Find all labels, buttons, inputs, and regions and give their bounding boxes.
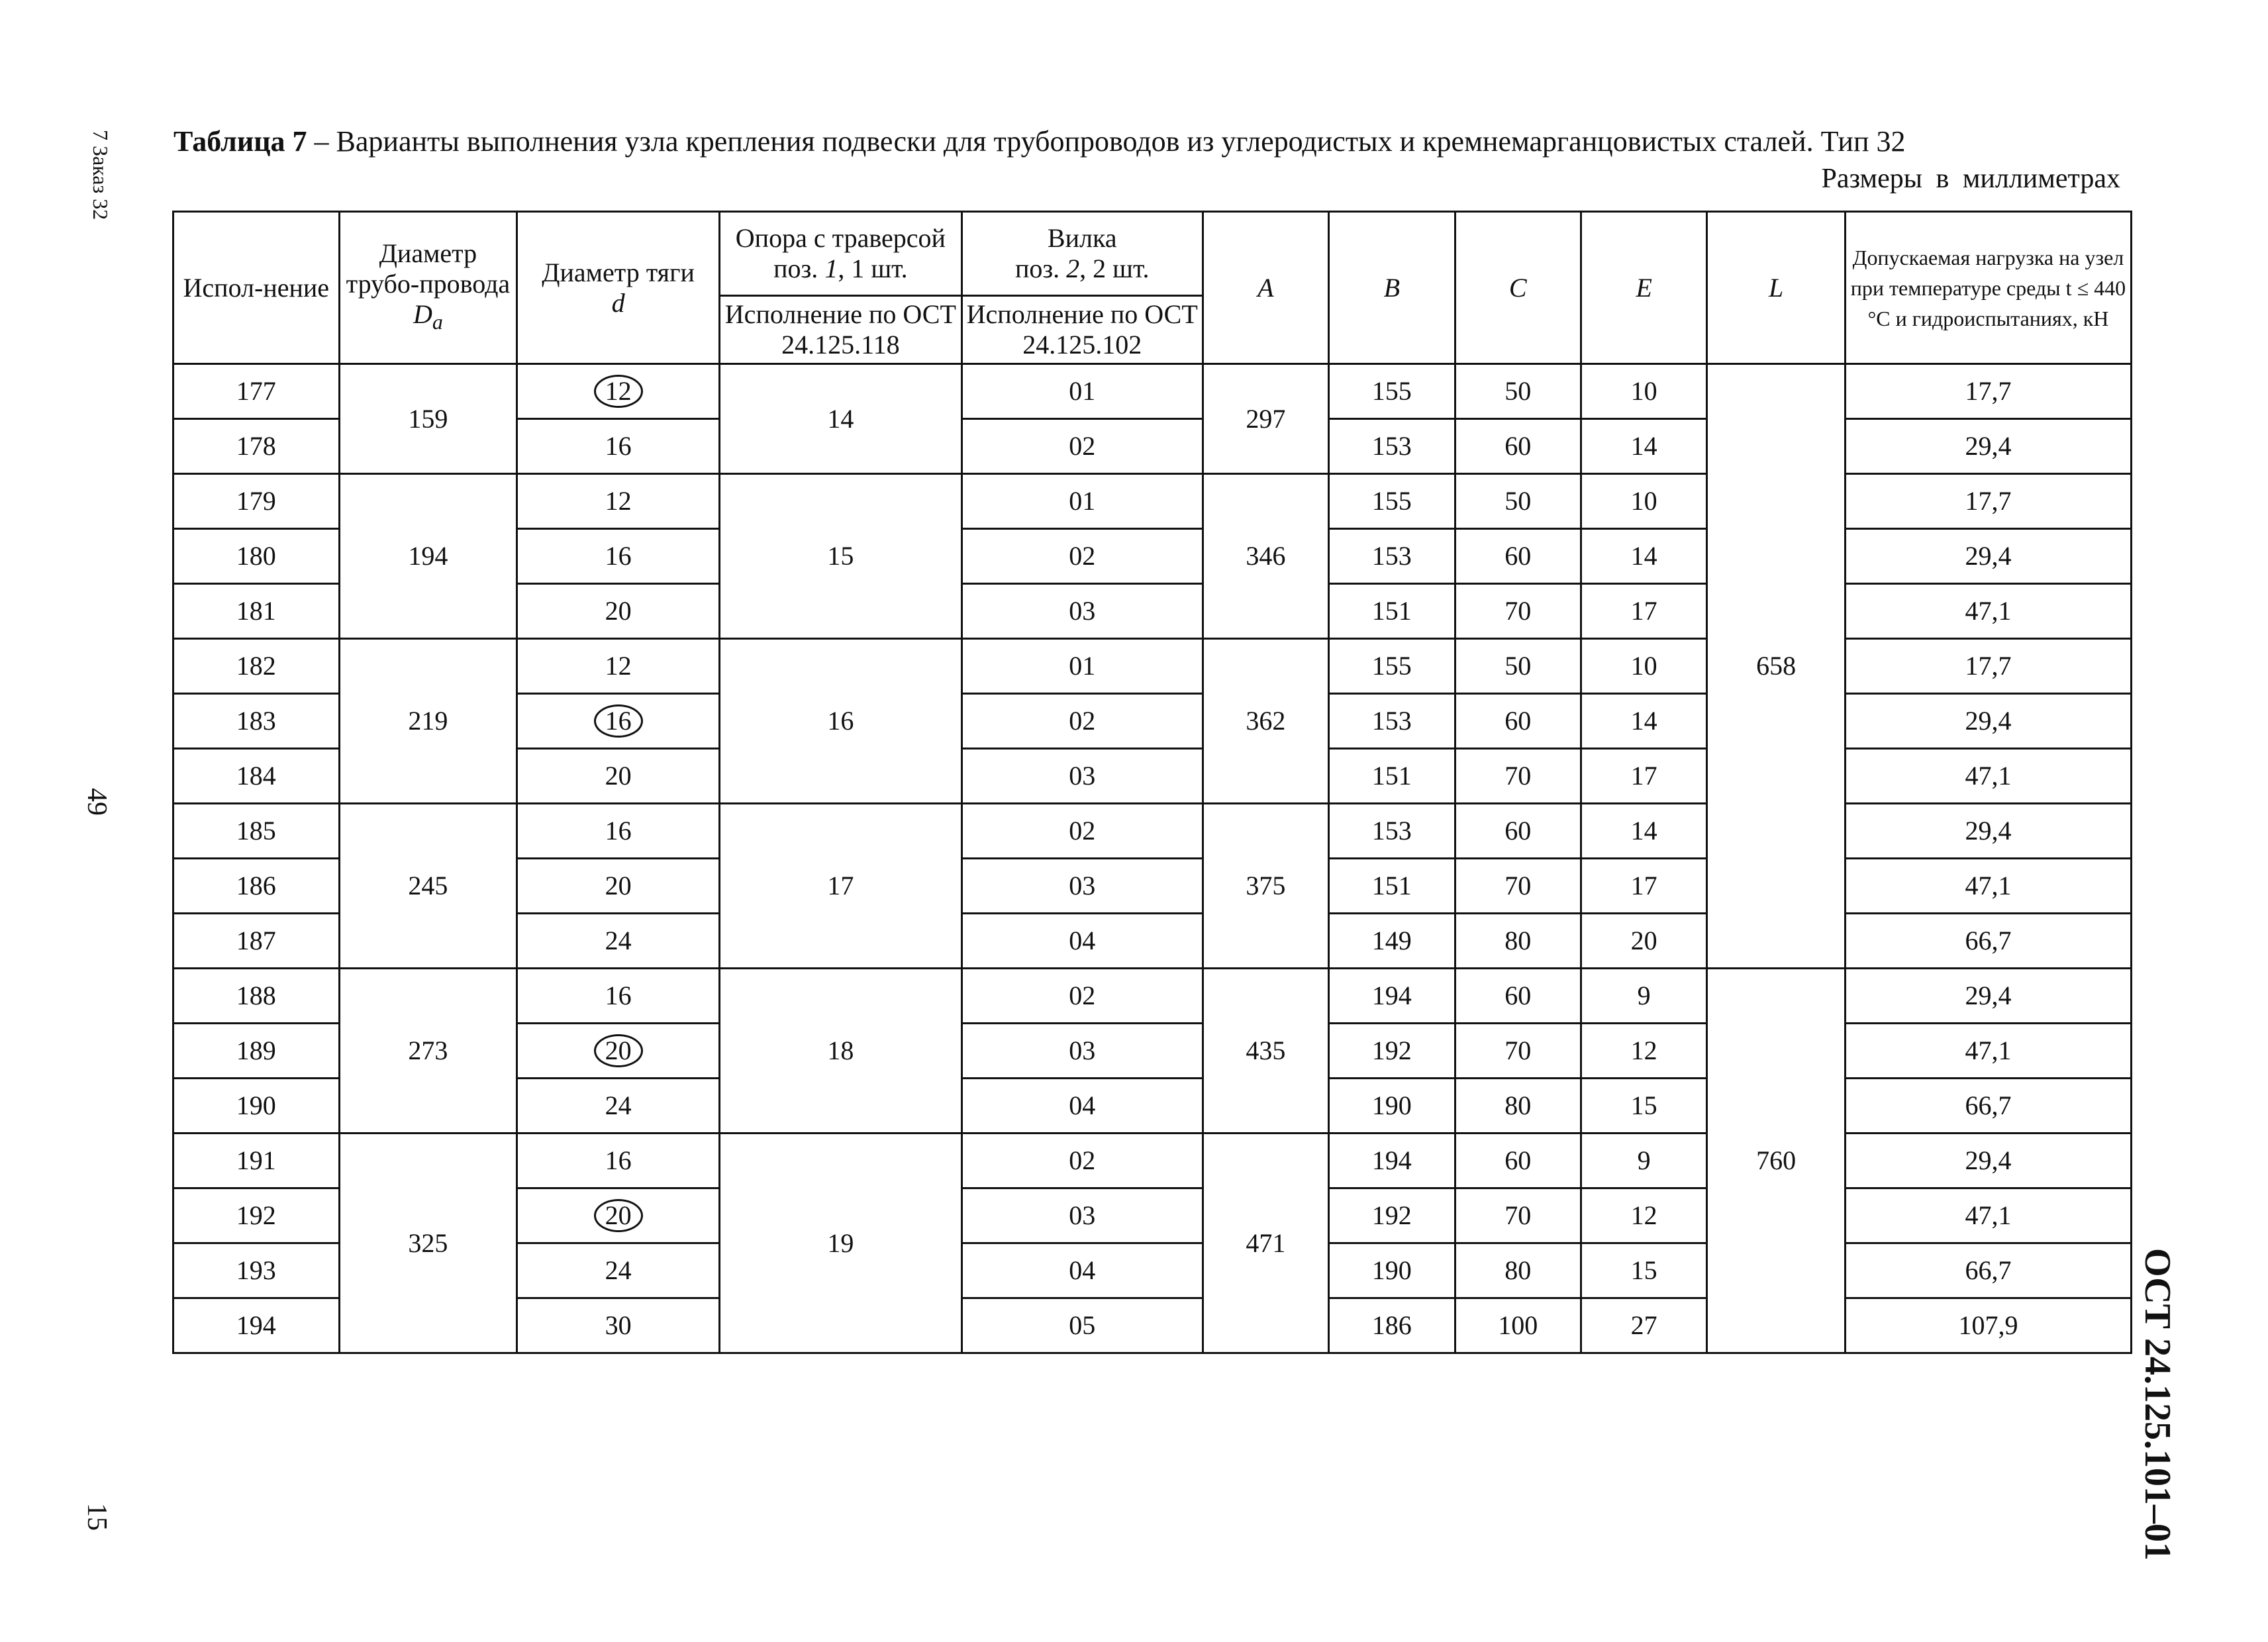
cell-B: 153: [1329, 804, 1455, 859]
cell-fork: 03: [961, 859, 1203, 914]
cell-C: 80: [1455, 1243, 1581, 1298]
cell-rod-diameter: 12: [517, 639, 720, 694]
header-rod-diameter: Диаметр тяги d: [517, 212, 720, 364]
cell-fork: 02: [961, 969, 1203, 1024]
circled-value: 20: [594, 1199, 643, 1232]
cell-C: 70: [1455, 1188, 1581, 1243]
cell-ispolnenie: 189: [173, 1024, 340, 1079]
cell-L: 760: [1707, 969, 1845, 1353]
cell-rod-diameter: 12: [517, 474, 720, 529]
cell-E: 10: [1581, 639, 1706, 694]
cell-load: 47,1: [1845, 749, 2131, 804]
cell-E: 9: [1581, 969, 1706, 1024]
header-E: E: [1581, 212, 1706, 364]
cell-fork: 04: [961, 1243, 1203, 1298]
cell-rod-diameter: 16: [517, 419, 720, 474]
title-dash: –: [307, 125, 336, 158]
header-support-standard: Исполнение по ОСТ 24.125.118: [719, 296, 961, 364]
cell-load: 17,7: [1845, 639, 2131, 694]
cell-E: 15: [1581, 1243, 1706, 1298]
cell-pipe-diameter: 245: [339, 804, 517, 969]
cell-rod-diameter: 16: [517, 804, 720, 859]
cell-E: 14: [1581, 529, 1706, 584]
cell-B: 151: [1329, 749, 1455, 804]
cell-ispolnenie: 191: [173, 1134, 340, 1188]
cell-B: 151: [1329, 584, 1455, 639]
cell-E: 12: [1581, 1188, 1706, 1243]
cell-fork: 02: [961, 804, 1203, 859]
header-load: Допускаемая нагрузка на узел при температуре среды t ≤ 440 °С и гидроиспытаниях, кН: [1845, 212, 2131, 364]
cell-B: 190: [1329, 1079, 1455, 1134]
units-note: Размеры в миллиметрах: [1821, 164, 2120, 194]
cell-E: 10: [1581, 364, 1706, 419]
cell-pipe-diameter: 194: [339, 474, 517, 639]
cell-fork: 03: [961, 584, 1203, 639]
page-margin-bottom-number: 15: [81, 1503, 112, 1531]
cell-ispolnenie: 180: [173, 529, 340, 584]
cell-support: 19: [719, 1134, 961, 1353]
cell-E: 17: [1581, 749, 1706, 804]
header-L: L: [1707, 212, 1845, 364]
cell-rod-diameter: [517, 364, 720, 419]
cell-rod-diameter: 24: [517, 914, 720, 969]
cell-ispolnenie: 181: [173, 584, 340, 639]
cell-pipe-diameter: 159: [339, 364, 517, 474]
cell-load: 66,7: [1845, 1243, 2131, 1298]
header-B: B: [1329, 212, 1455, 364]
header-A: A: [1203, 212, 1328, 364]
cell-load: 17,7: [1845, 364, 2131, 419]
cell-B: 194: [1329, 969, 1455, 1024]
cell-E: 20: [1581, 914, 1706, 969]
cell-C: 60: [1455, 804, 1581, 859]
cell-C: 80: [1455, 914, 1581, 969]
cell-fork: 02: [961, 1134, 1203, 1188]
cell-A: 471: [1203, 1134, 1328, 1353]
cell-E: 14: [1581, 804, 1706, 859]
cell-A: 435: [1203, 969, 1328, 1134]
cell-load: 29,4: [1845, 694, 2131, 749]
table-title: [173, 123, 2120, 160]
cell-load: 29,4: [1845, 419, 2131, 474]
header-fork-standard: Исполнение по ОСТ 24.125.102: [961, 296, 1203, 364]
cell-C: 100: [1455, 1298, 1581, 1353]
document-code: ОСТ 24.125.101–01: [2137, 1248, 2178, 1561]
circled-value: 12: [594, 375, 643, 408]
cell-B: 192: [1329, 1024, 1455, 1079]
cell-E: 10: [1581, 474, 1706, 529]
cell-fork: 02: [961, 419, 1203, 474]
cell-fork: 03: [961, 1024, 1203, 1079]
cell-fork: 01: [961, 639, 1203, 694]
cell-fork: 04: [961, 1079, 1203, 1134]
cell-ispolnenie: 190: [173, 1079, 340, 1134]
cell-C: 50: [1455, 639, 1581, 694]
cell-rod-diameter: 24: [517, 1243, 720, 1298]
cell-E: 14: [1581, 694, 1706, 749]
cell-load: 66,7: [1845, 1079, 2131, 1134]
cell-load: 29,4: [1845, 529, 2131, 584]
cell-B: 194: [1329, 1134, 1455, 1188]
cell-support: 17: [719, 804, 961, 969]
cell-rod-diameter: [517, 1188, 720, 1243]
header-C: C: [1455, 212, 1581, 364]
header-ispolnenie: Испол-нение: [173, 212, 340, 364]
cell-B: 155: [1329, 364, 1455, 419]
cell-ispolnenie: 183: [173, 694, 340, 749]
cell-E: 17: [1581, 584, 1706, 639]
cell-E: 14: [1581, 419, 1706, 474]
cell-fork: 02: [961, 529, 1203, 584]
cell-fork: 03: [961, 749, 1203, 804]
cell-E: 12: [1581, 1024, 1706, 1079]
cell-load: 47,1: [1845, 584, 2131, 639]
cell-A: 375: [1203, 804, 1328, 969]
cell-B: 151: [1329, 859, 1455, 914]
cell-C: 60: [1455, 694, 1581, 749]
cell-C: 50: [1455, 474, 1581, 529]
cell-pipe-diameter: 325: [339, 1134, 517, 1353]
cell-ispolnenie: 179: [173, 474, 340, 529]
cell-fork: 03: [961, 1188, 1203, 1243]
cell-E: 15: [1581, 1079, 1706, 1134]
cell-E: 27: [1581, 1298, 1706, 1353]
cell-rod-diameter: [517, 1024, 720, 1079]
circled-value: 20: [594, 1034, 643, 1067]
cell-C: 50: [1455, 364, 1581, 419]
table-caption: Варианты выполнения узла крепления подвески для трубопроводов из углеродистых и кремнемарганцовистых сталей. Тип 32: [336, 125, 1906, 158]
cell-support: 14: [719, 364, 961, 474]
cell-B: 186: [1329, 1298, 1455, 1353]
cell-load: 47,1: [1845, 1188, 2131, 1243]
cell-B: 190: [1329, 1243, 1455, 1298]
page-margin-order-note: 7 Заказ 32: [89, 130, 113, 220]
cell-load: 107,9: [1845, 1298, 2131, 1353]
header-support: Опора с траверсой поз. 1, 1 шт.: [719, 212, 961, 296]
cell-load: 29,4: [1845, 969, 2131, 1024]
cell-fork: 01: [961, 364, 1203, 419]
cell-ispolnenie: 184: [173, 749, 340, 804]
cell-rod-diameter: 20: [517, 859, 720, 914]
cell-ispolnenie: 182: [173, 639, 340, 694]
page-margin-number: 49: [81, 788, 112, 816]
cell-load: 47,1: [1845, 1024, 2131, 1079]
table-row: [173, 364, 2132, 419]
cell-C: 70: [1455, 749, 1581, 804]
cell-support: 15: [719, 474, 961, 639]
cell-L: 658: [1707, 364, 1845, 969]
cell-B: 153: [1329, 529, 1455, 584]
cell-pipe-diameter: 273: [339, 969, 517, 1134]
dimensions-table: [172, 211, 2132, 1354]
cell-fork: 02: [961, 694, 1203, 749]
cell-C: 70: [1455, 859, 1581, 914]
cell-C: 60: [1455, 969, 1581, 1024]
cell-C: 60: [1455, 529, 1581, 584]
cell-B: 155: [1329, 474, 1455, 529]
cell-fork: 01: [961, 474, 1203, 529]
cell-B: 153: [1329, 694, 1455, 749]
cell-E: 9: [1581, 1134, 1706, 1188]
cell-B: 149: [1329, 914, 1455, 969]
cell-C: 60: [1455, 1134, 1581, 1188]
cell-rod-diameter: 30: [517, 1298, 720, 1353]
cell-fork: 05: [961, 1298, 1203, 1353]
header-pipe-diameter: Диаметр трубо-провода $D_a$: [339, 212, 517, 364]
cell-E: 17: [1581, 859, 1706, 914]
cell-load: 47,1: [1845, 859, 2131, 914]
cell-ispolnenie: 188: [173, 969, 340, 1024]
cell-rod-diameter: 20: [517, 749, 720, 804]
cell-C: 60: [1455, 419, 1581, 474]
cell-rod-diameter: 20: [517, 584, 720, 639]
cell-B: 192: [1329, 1188, 1455, 1243]
cell-A: 297: [1203, 364, 1328, 474]
cell-ispolnenie: 192: [173, 1188, 340, 1243]
cell-load: 17,7: [1845, 474, 2131, 529]
table-label: Таблица 7: [173, 125, 307, 158]
cell-support: 18: [719, 969, 961, 1134]
circled-value: 16: [594, 704, 643, 738]
cell-pipe-diameter: 219: [339, 639, 517, 804]
cell-rod-diameter: [517, 694, 720, 749]
cell-B: 155: [1329, 639, 1455, 694]
cell-load: 29,4: [1845, 804, 2131, 859]
cell-rod-diameter: 16: [517, 1134, 720, 1188]
header-fork: Вилка поз. 2, 2 шт.: [961, 212, 1203, 296]
cell-C: 80: [1455, 1079, 1581, 1134]
cell-support: 16: [719, 639, 961, 804]
cell-C: 70: [1455, 584, 1581, 639]
cell-ispolnenie: 178: [173, 419, 340, 474]
cell-ispolnenie: 187: [173, 914, 340, 969]
cell-fork: 04: [961, 914, 1203, 969]
cell-rod-diameter: 16: [517, 529, 720, 584]
cell-ispolnenie: 177: [173, 364, 340, 419]
cell-ispolnenie: 193: [173, 1243, 340, 1298]
cell-C: 70: [1455, 1024, 1581, 1079]
cell-ispolnenie: 194: [173, 1298, 340, 1353]
cell-A: 362: [1203, 639, 1328, 804]
cell-ispolnenie: 185: [173, 804, 340, 859]
cell-load: 66,7: [1845, 914, 2131, 969]
cell-ispolnenie: 186: [173, 859, 340, 914]
cell-rod-diameter: 24: [517, 1079, 720, 1134]
cell-load: 29,4: [1845, 1134, 2131, 1188]
cell-rod-diameter: 16: [517, 969, 720, 1024]
table-row: [173, 969, 2132, 1024]
cell-A: 346: [1203, 474, 1328, 639]
cell-B: 153: [1329, 419, 1455, 474]
